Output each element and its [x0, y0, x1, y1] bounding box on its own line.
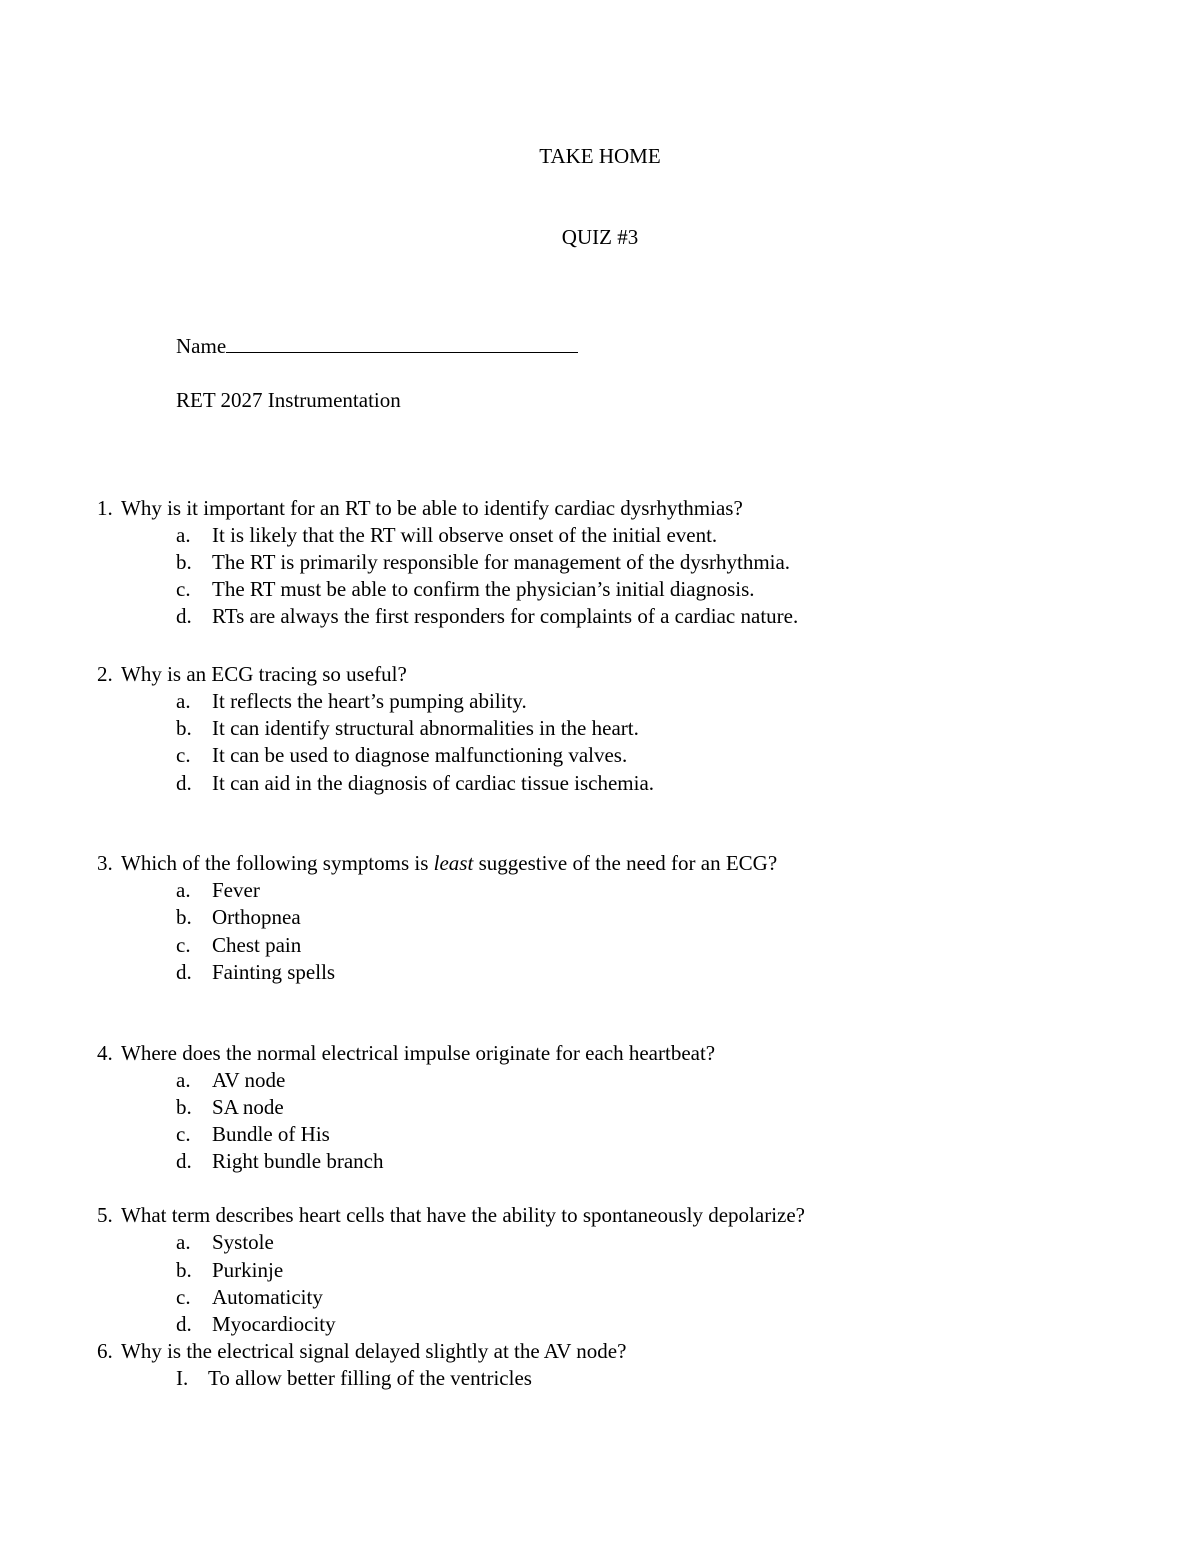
question-3-option-c [176, 933, 301, 957]
question-1-option-b [176, 550, 790, 574]
question-text-start: Which of the following symptoms is [121, 851, 434, 875]
question-number: 6. [97, 1339, 113, 1363]
option-text: It is likely that the RT will observe onset of the initial event. [212, 523, 718, 547]
option-letter: c. [176, 1122, 191, 1146]
question-5 [97, 1203, 805, 1227]
option-text: Myocardiocity [212, 1312, 336, 1336]
question-text: Why is it important for an RT to be able to identify cardiac dysrhythmias? [121, 496, 743, 520]
question-6 [97, 1339, 626, 1363]
option-text: To allow better filling of the ventricles [208, 1366, 532, 1390]
question-2-option-d [176, 771, 654, 795]
option-letter: d. [176, 771, 192, 795]
option-text: The RT must be able to confirm the physician’s initial diagnosis. [212, 577, 755, 601]
option-letter: b. [176, 1095, 192, 1119]
question-3 [97, 851, 777, 875]
document-subtitle: QUIZ #3 [561, 225, 639, 249]
question-5-option-b [176, 1258, 283, 1282]
question-1-option-c [176, 577, 755, 601]
question-3-option-b [176, 905, 301, 929]
question-text-end: suggestive of the need for an ECG? [473, 851, 778, 875]
option-letter: b. [176, 716, 192, 740]
question-3-option-a [176, 878, 260, 902]
option-text: It reflects the heart’s pumping ability. [212, 689, 527, 713]
course-title: RET 2027 Instrumentation [176, 388, 401, 412]
question-number: 2. [97, 662, 113, 686]
option-letter: b. [176, 1258, 192, 1282]
question-text: What term describes heart cells that have the ability to spontaneously depolarize? [121, 1203, 805, 1227]
question-4-option-b [176, 1095, 284, 1119]
option-text: Orthopnea [212, 905, 301, 929]
question-number: 4. [97, 1041, 113, 1065]
question-number: 1. [97, 496, 113, 520]
question-1-option-d [176, 604, 798, 628]
question-number: 5. [97, 1203, 113, 1227]
option-letter: d. [176, 960, 192, 984]
option-text: It can identify structural abnormalities in the heart. [212, 716, 639, 740]
question-4-option-d [176, 1149, 383, 1173]
question-2-option-a [176, 689, 527, 713]
option-text: It can be used to diagnose malfunctioning valves. [212, 743, 628, 767]
name-blank-line[interactable] [226, 334, 578, 353]
option-letter: d. [176, 1312, 192, 1336]
option-letter: a. [176, 1230, 191, 1254]
option-letter: I. [176, 1366, 189, 1390]
option-text: Right bundle branch [212, 1149, 384, 1173]
name-field[interactable] [176, 334, 578, 358]
question-text: Why is an ECG tracing so useful? [121, 662, 407, 686]
question-5-option-c [176, 1285, 323, 1309]
question-text: Why is the electrical signal delayed slightly at the AV node? [121, 1339, 627, 1363]
question-2 [97, 662, 407, 686]
option-letter: b. [176, 905, 192, 929]
option-letter: d. [176, 1149, 192, 1173]
option-text: Bundle of His [212, 1122, 330, 1146]
question-2-option-b [176, 716, 639, 740]
option-text: Chest pain [212, 933, 302, 957]
option-letter: a. [176, 523, 191, 547]
question-3-option-d [176, 960, 335, 984]
option-letter: c. [176, 577, 191, 601]
question-2-option-c [176, 743, 627, 767]
option-text: AV node [212, 1068, 286, 1092]
option-letter: d. [176, 604, 192, 628]
question-4-option-a [176, 1068, 285, 1092]
option-text: SA node [212, 1095, 284, 1119]
question-5-option-a [176, 1230, 274, 1254]
option-text: The RT is primarily responsible for management of the dysrhythmia. [212, 550, 791, 574]
question-5-option-d [176, 1312, 336, 1336]
option-text: Automaticity [212, 1285, 323, 1309]
question-number: 3. [97, 851, 113, 875]
option-letter: c. [176, 933, 191, 957]
option-letter: c. [176, 1285, 191, 1309]
option-letter: b. [176, 550, 192, 574]
option-letter: a. [176, 1068, 191, 1092]
option-text: Purkinje [212, 1258, 284, 1282]
question-4 [97, 1041, 715, 1065]
option-letter: a. [176, 689, 191, 713]
option-text: Systole [212, 1230, 274, 1254]
question-4-option-c [176, 1122, 330, 1146]
option-text: It can aid in the diagnosis of cardiac tissue ischemia. [212, 771, 655, 795]
question-text: Where does the normal electrical impulse originate for each heartbeat? [121, 1041, 716, 1065]
document-title: TAKE HOME [539, 144, 661, 168]
option-text: RTs are always the first responders for complaints of a cardiac nature. [212, 604, 799, 628]
option-letter: a. [176, 878, 191, 902]
question-6-option-i [176, 1366, 532, 1390]
question-1-option-a [176, 523, 717, 547]
option-letter: c. [176, 743, 191, 767]
name-label: Name [176, 334, 227, 358]
option-text: Fainting spells [212, 960, 336, 984]
option-text: Fever [212, 878, 260, 902]
question-1 [97, 496, 743, 520]
question-text-emphasis: least [433, 851, 474, 875]
